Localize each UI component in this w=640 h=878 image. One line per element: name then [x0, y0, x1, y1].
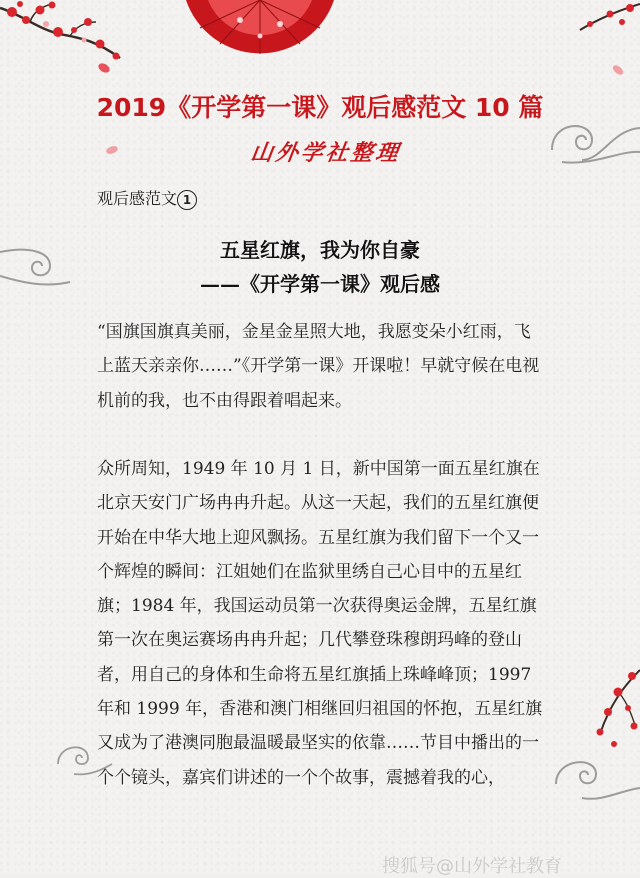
paragraph-intro: “国旗国旗真美丽，金星金星照大地，我愿变朵小红雨，飞上蓝天亲亲你……”《开学第一课》开课啦！早就守候在电视机前的我，也不由得跟着唱起来。	[97, 322, 540, 411]
document-main-title: 2019《开学第一课》观后感范文 10 篇	[96, 93, 544, 122]
document-subtitle: 山外学社整理	[248, 140, 403, 166]
essay-label	[97, 186, 197, 210]
cloud-swirl-right-bottom	[552, 744, 640, 804]
plum-blossom-branch-right-bottom	[570, 664, 640, 750]
watermark-text: 搜狐号@山外学社教育	[382, 856, 562, 877]
essay-title-line1: 五星红旗，我为你自豪	[220, 238, 420, 262]
paragraph-body: 众所周知，1949 年 10 月 1 日，新中国第一面五星红旗在北京天安门广场冉冉升起。从这一天起，我们的五星红旗便开始在中华大地上迎风飘扬。五星红旗为我们留下一个又一个辉煌的瞬间：江姐她们在监狱里绣自己心目中的五星红旗；1984 年，我国运动员第一次获得奥运金牌，五星红旗第一次在奥运赛场冉冉升起；几代攀登珠穆朗玛峰的登山者，用自己的身体和生命将五星红旗插上珠峰峰顶；1997 年和 1999 年，香港和澳门相继回归祖国的怀抱，五星红旗又成为了港澳同胞最温暖最坚实的依靠……节目中播出的一个个镜头，嘉宾们讲述的一个个故事，震撼着我的心，	[97, 459, 543, 788]
essay-title-line2: ——《开学第一课》观后感	[200, 272, 440, 296]
essay-number-badge: 1	[177, 190, 197, 210]
essay-label-text: 观后感范文	[97, 189, 178, 208]
